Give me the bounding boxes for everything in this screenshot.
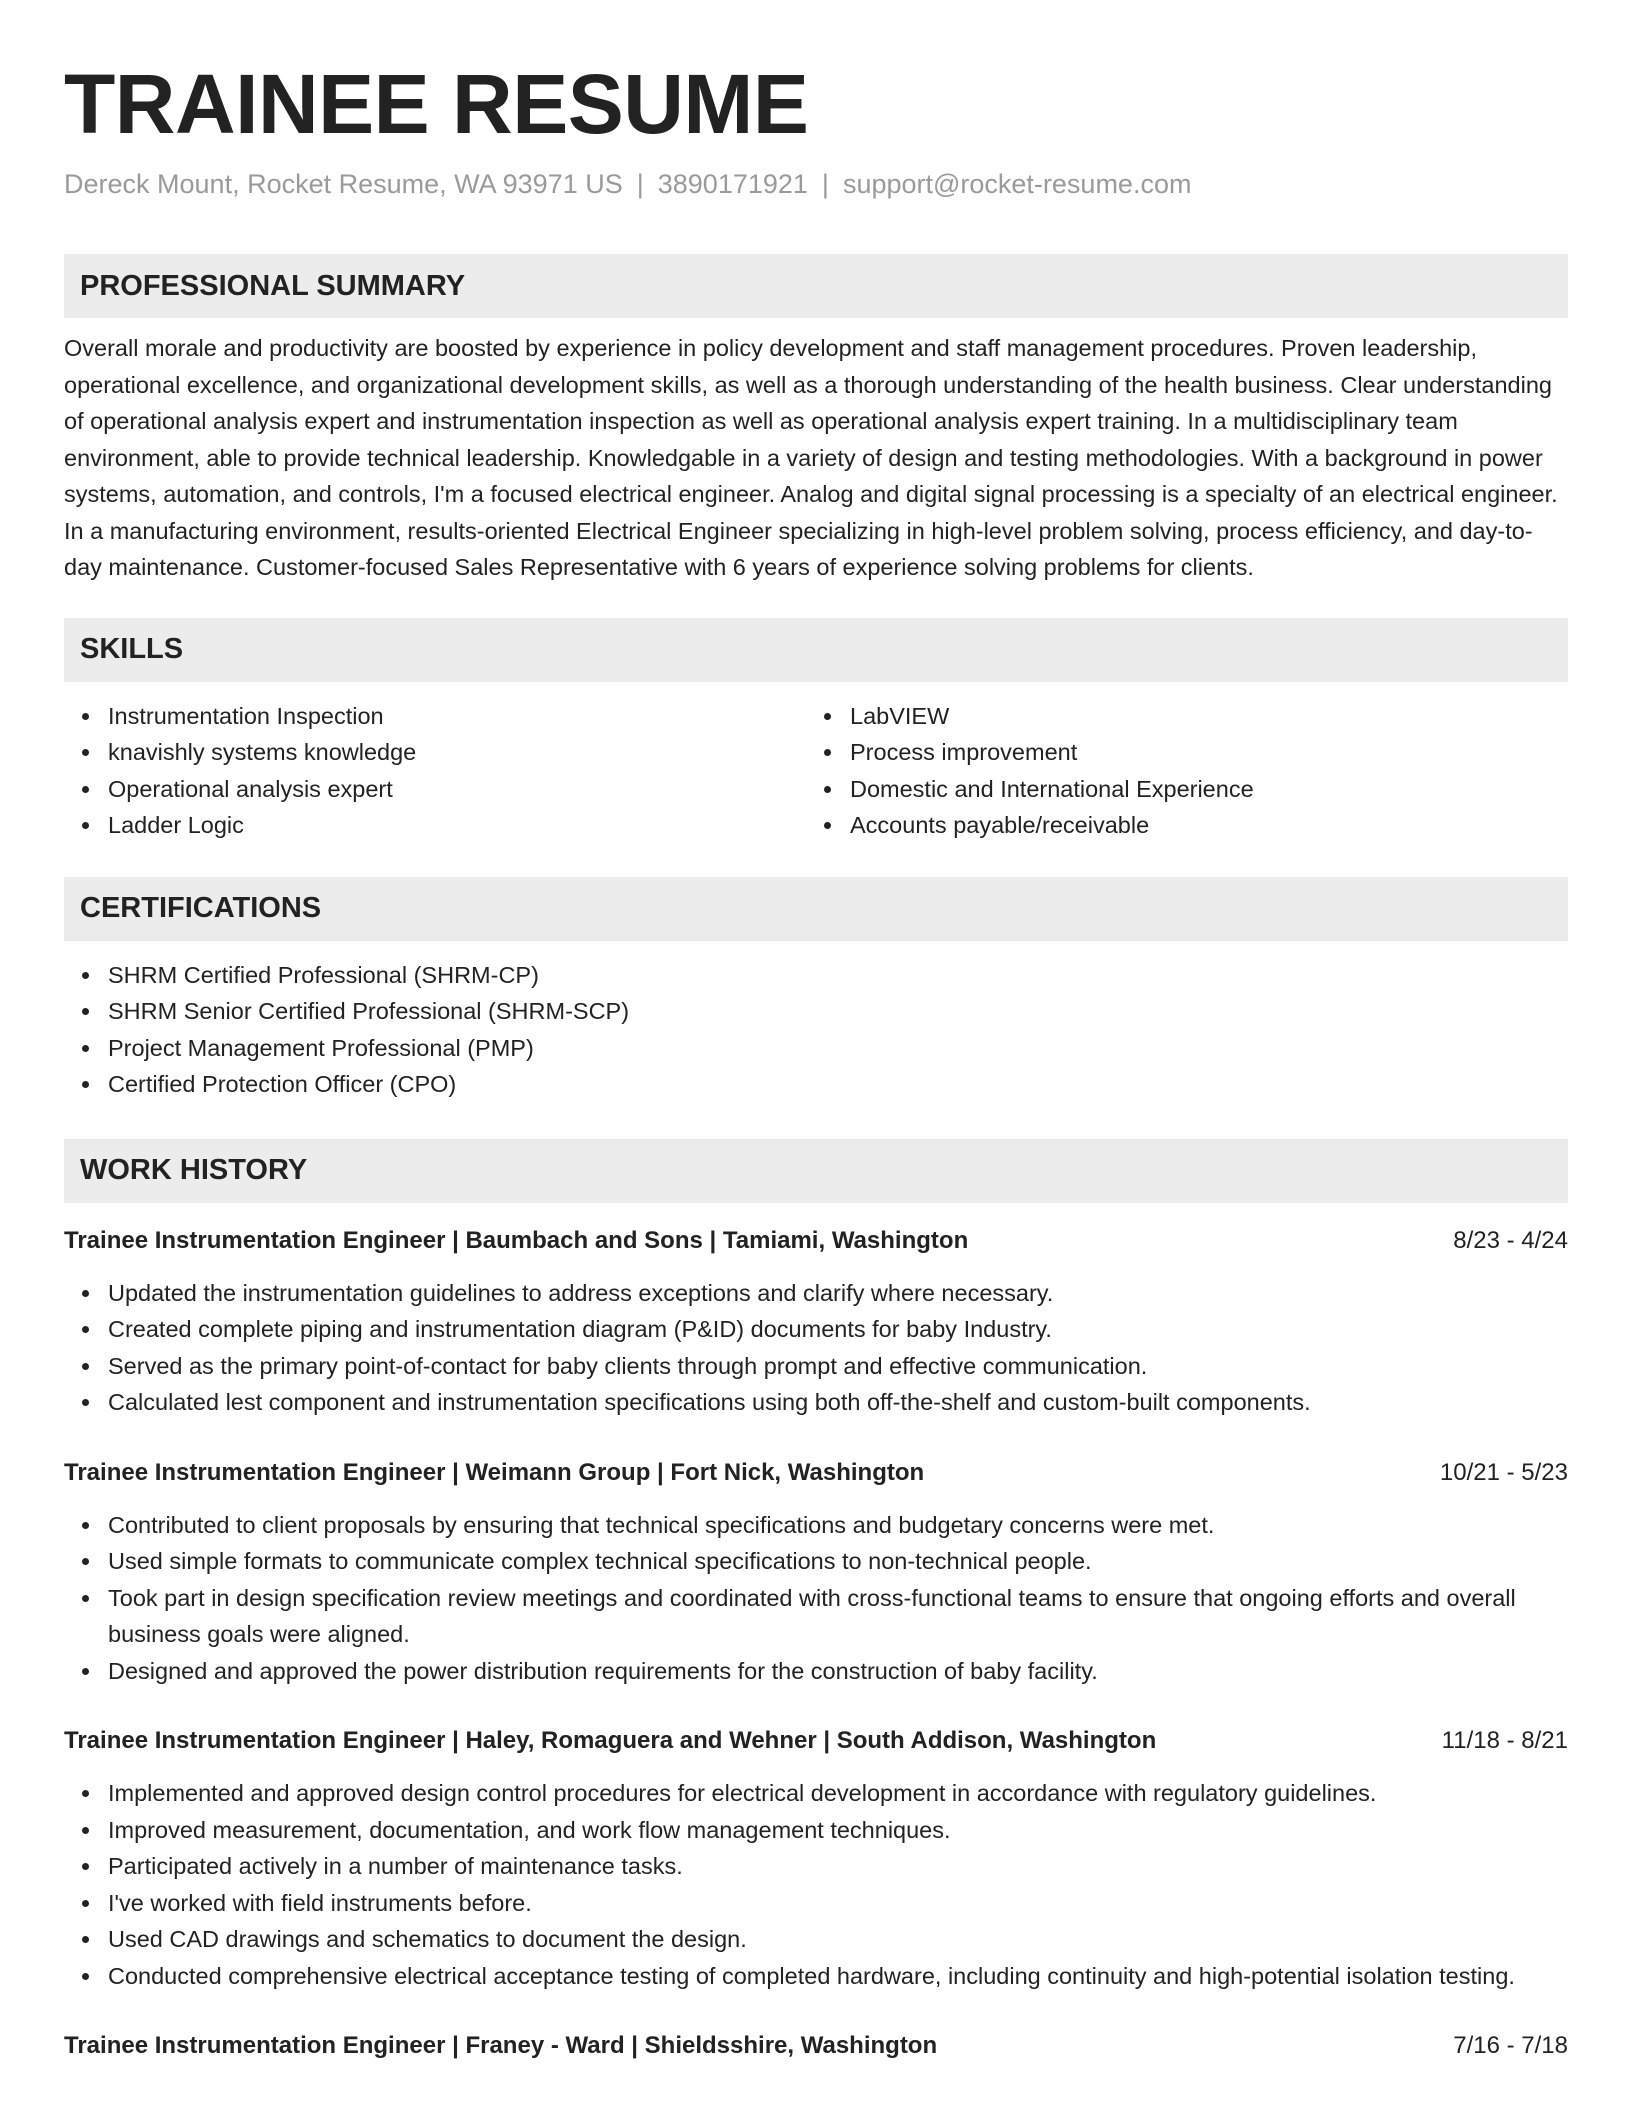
list-item xyxy=(806,734,1548,771)
skills-column-right xyxy=(806,698,1548,844)
list-item xyxy=(64,1921,1568,1958)
job-header xyxy=(64,1455,1568,1491)
job-header xyxy=(64,2028,1568,2064)
certifications-list xyxy=(64,957,1568,1103)
list-item xyxy=(64,807,806,844)
bullet-icon xyxy=(82,972,89,979)
list-item-text: Updated the instrumentation guidelines to address exceptions and clarify where necessary. xyxy=(108,1279,1054,1306)
bullet-icon xyxy=(82,713,89,720)
skills-column-left xyxy=(64,698,806,844)
job-title: Trainee Instrumentation Engineer | Franey - Ward | Shieldsshire, Washington xyxy=(64,2032,938,2059)
list-item xyxy=(64,993,1568,1030)
bullet-icon xyxy=(82,1790,89,1797)
list-item xyxy=(64,1348,1568,1385)
job-entry xyxy=(64,1223,1568,1421)
job-header xyxy=(64,1723,1568,1759)
resume-content xyxy=(64,254,1568,2064)
contact-phone: 3890171921 xyxy=(657,169,808,199)
list-item-text: Project Management Professional (PMP) xyxy=(108,1034,534,1061)
list-item xyxy=(64,1507,1568,1544)
list-item-text: Conducted comprehensive electrical acceptance testing of completed hardware, including continuity and high-potential isolation testing. xyxy=(108,1962,1515,1989)
bullet-icon xyxy=(82,1973,89,1980)
list-item-text: LabVIEW xyxy=(850,702,950,729)
list-item-text: SHRM Certified Professional (SHRM-CP) xyxy=(108,961,539,988)
skills-grid xyxy=(64,698,1568,844)
bullet-icon xyxy=(824,749,831,756)
list-item-text: Participated actively in a number of maintenance tasks. xyxy=(108,1853,683,1879)
section-heading-certifications: CERTIFICATIONS xyxy=(64,877,1568,941)
list-item xyxy=(64,1653,1568,1690)
list-item xyxy=(64,1311,1568,1348)
list-item-text: Ladder Logic xyxy=(108,812,244,838)
job-title: Trainee Instrumentation Engineer | Haley, Romaguera and Wehner | South Addison, Washington xyxy=(64,1727,1157,1754)
list-item-text: Contributed to client proposals by ensuring that technical specifications and budgetary concerns were met. xyxy=(108,1511,1215,1538)
bullet-icon xyxy=(824,713,831,720)
list-item xyxy=(64,1543,1568,1580)
bullet-icon xyxy=(82,1081,89,1088)
list-item xyxy=(64,1384,1568,1421)
list-item-text: SHRM Senior Certified Professional (SHRM-SCP) xyxy=(108,998,630,1024)
list-item xyxy=(64,957,1568,994)
bullet-icon xyxy=(82,1668,89,1675)
list-item-text: Served as the primary point-of-contact for baby clients through prompt and effective communication. xyxy=(108,1352,1148,1379)
list-item-text: I've worked with field instruments before. xyxy=(108,1889,532,1916)
list-item-text: Designed and approved the power distribution requirements for the construction of baby facility. xyxy=(108,1657,1098,1684)
list-item-text: knavishly systems knowledge xyxy=(108,739,417,765)
bullet-icon xyxy=(82,786,89,793)
list-item-text: Certified Protection Officer (CPO) xyxy=(108,1071,457,1097)
list-item xyxy=(64,1848,1568,1885)
bullet-icon xyxy=(82,1900,89,1907)
bullet-icon xyxy=(824,786,831,793)
bullet-icon xyxy=(82,749,89,756)
job-title: Trainee Instrumentation Engineer | Baumbach and Sons | Tamiami, Washington xyxy=(64,1226,969,1254)
list-item-text: Took part in design specification review meetings and coordinated with cross-functional teams to ensure that ongoing efforts and overall business goals were aligned. xyxy=(108,1584,1516,1647)
bullet-icon xyxy=(82,822,89,829)
job-dates: 7/16 - 7/18 xyxy=(1453,2032,1568,2059)
bullet-icon xyxy=(82,1363,89,1370)
contact-address: Dereck Mount, Rocket Resume, WA 93971 US xyxy=(64,169,623,199)
bullet-icon xyxy=(82,1399,89,1406)
resume-title: TRAINEE RESUME xyxy=(64,57,809,151)
list-item xyxy=(64,771,806,808)
contact-separator: | xyxy=(821,169,829,199)
list-item-text: Instrumentation Inspection xyxy=(108,702,384,729)
job-entry xyxy=(64,2028,1568,2064)
job-entry xyxy=(64,1723,1568,1994)
bullet-icon xyxy=(82,1008,89,1015)
list-item xyxy=(64,1275,1568,1312)
bullet-icon xyxy=(82,1045,89,1052)
section-heading-skills: SKILLS xyxy=(64,618,1568,682)
list-item-text: Used CAD drawings and schematics to document the design. xyxy=(108,1926,747,1952)
list-item-text: Created complete piping and instrumentation diagram (P&ID) documents for baby Industry. xyxy=(108,1316,1052,1342)
list-item xyxy=(806,771,1548,808)
list-item-text: Domestic and International Experience xyxy=(850,775,1254,802)
list-item-text: Improved measurement, documentation, and work flow management techniques. xyxy=(108,1816,951,1843)
bullet-icon xyxy=(82,1326,89,1333)
list-item xyxy=(64,1885,1568,1922)
list-item-text: Used simple formats to communicate complex technical specifications to non-technical people. xyxy=(108,1548,1092,1574)
contact-line xyxy=(64,166,1191,202)
section-heading-work-history: WORK HISTORY xyxy=(64,1139,1568,1203)
list-item xyxy=(64,734,806,771)
list-item xyxy=(64,1812,1568,1849)
job-dates: 10/21 - 5/23 xyxy=(1439,1458,1568,1486)
list-item xyxy=(806,698,1548,735)
list-item-text: Implemented and approved design control procedures for electrical development in accordance with regulatory guidelines. xyxy=(108,1780,1377,1806)
list-item-text: Calculated lest component and instrumentation specifications using both off-the-shelf and custom-built components. xyxy=(108,1389,1311,1415)
bullet-icon xyxy=(824,822,831,829)
job-bullets xyxy=(64,1275,1568,1421)
work-history-list xyxy=(64,1223,1568,2065)
list-item xyxy=(64,1030,1568,1067)
section-heading-summary: PROFESSIONAL SUMMARY xyxy=(64,254,1568,318)
contact-email: support@rocket-resume.com xyxy=(842,169,1192,199)
contact-separator: | xyxy=(636,169,644,199)
bullet-icon xyxy=(82,1827,89,1834)
list-item xyxy=(64,1775,1568,1812)
list-item-text: Operational analysis expert xyxy=(108,775,393,802)
job-title: Trainee Instrumentation Engineer | Weimann Group | Fort Nick, Washington xyxy=(64,1458,925,1486)
job-entry xyxy=(64,1455,1568,1690)
list-item-text: Process improvement xyxy=(850,739,1078,765)
list-item xyxy=(64,1066,1568,1103)
list-item-text: Accounts payable/receivable xyxy=(850,812,1150,838)
bullet-icon xyxy=(82,1558,89,1565)
summary-text: Overall morale and productivity are boosted by experience in policy development and staff management procedures. Proven leadership, operational excellence, and organizational development skills, as well as a thorough understanding of the health business. Clear understanding of operational analysis expert and instrumentation inspection as well as operational analysis expert training. In a multidisciplinary team environment, able to provide technical leadership. Knowledgable in a variety of design and testing methodologies. With a background in power systems, automation, and controls, I'm a focused electrical engineer. Analog and digital signal processing is a specialty of an electrical engineer. In a manufacturing environment, results-oriented Electrical Engineer specializing in high-level problem solving, process efficiency, and day-to-day maintenance. Customer-focused Sales Representative with 6 years of experience solving problems for clients. xyxy=(64,335,1558,580)
list-item xyxy=(64,1580,1568,1653)
resume-page xyxy=(64,0,1568,2112)
list-item xyxy=(64,1958,1568,1995)
job-bullets xyxy=(64,1775,1568,1994)
bullet-icon xyxy=(82,1522,89,1529)
list-item xyxy=(64,698,806,735)
job-header xyxy=(64,1223,1568,1259)
job-dates: 8/23 - 4/24 xyxy=(1453,1226,1568,1254)
bullet-icon xyxy=(82,1863,89,1870)
bullet-icon xyxy=(82,1595,89,1602)
job-dates: 11/18 - 8/21 xyxy=(1441,1727,1568,1754)
list-item xyxy=(806,807,1548,844)
job-bullets xyxy=(64,1507,1568,1690)
bullet-icon xyxy=(82,1936,89,1943)
bullet-icon xyxy=(82,1290,89,1297)
